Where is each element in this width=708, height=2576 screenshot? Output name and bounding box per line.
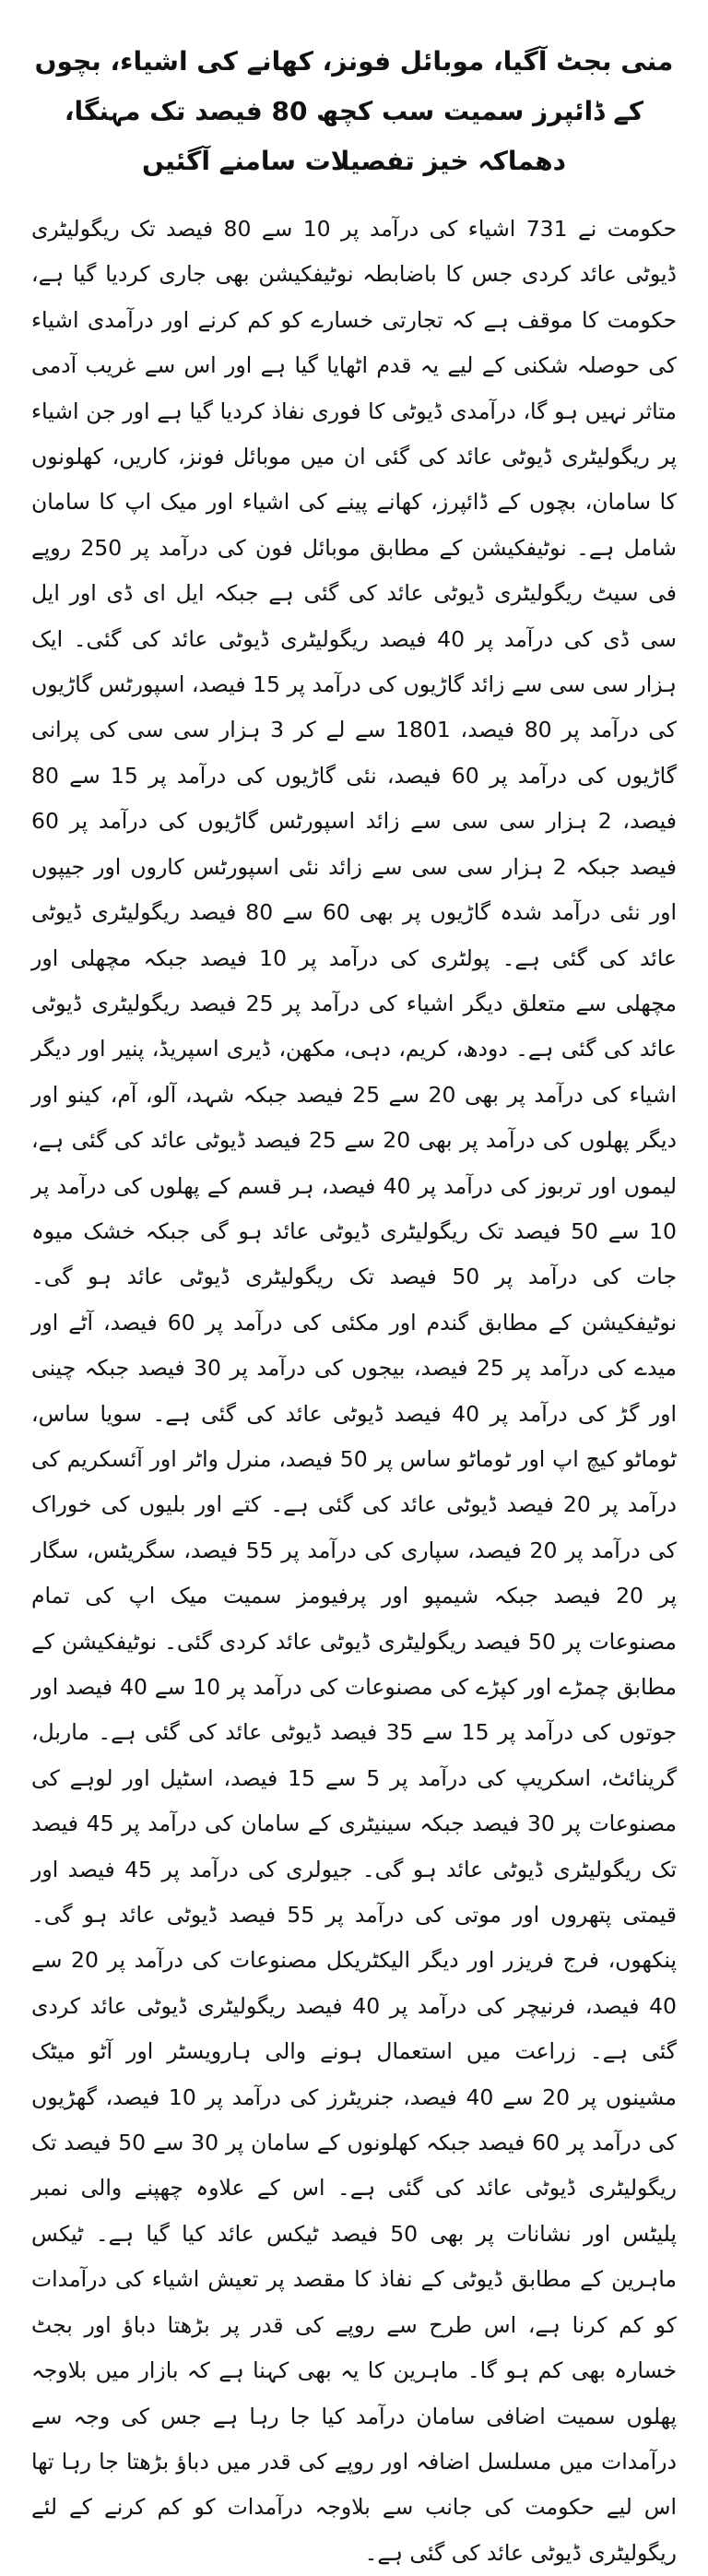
article-body: حکومت نے 731 اشیاء کی درآمد پر 10 سے 80 فیصد تک ریگولیٹری ڈیوٹی عائد کردی جس کا باضابطہ نوٹیفکیشن بھی جاری کردیا گیا ہے، حکومت کا موقف ہے کہ تجارتی خسارے کو کم کرنے اور درآمدی اشیاء کی حوصلہ شکنی کے لیے یہ قدم اٹھایا گیا ہے اور اس سے غریب آدمی متاثر نہیں ہو گا، درآمدی ڈیوٹی کا فوری نفاذ کردیا گیا ہے اور جن اشیاء پر ریگولیٹری ڈیوٹی عائد کی گئی ان میں موبائل فونز، کاریں، کھلونوں کا سامان، بچوں کے ڈائپرز، کھانے پینے کی اشیاء اور میک اپ کا سامان شامل ہے۔ نوٹیفکیشن کے مطابق موبائل فون کی درآمد پر 250 روپے فی سیٹ ریگولیٹری ڈیوٹی عائد کی گئی ہے جبکہ ایل ای ڈی اور ایل سی ڈی کی درآمد پر 40 فیصد ریگولیٹری ڈیوٹی عائد کی گئی۔ ایک ہزار سی سی سے زائد گاڑیوں کی درآمد پر 15 فیصد، اسپورٹس گاڑیوں کی درآمد پر 80 فیصد، 1801 سے لے کر 3 ہزار سی سی کی پرانی گاڑیوں کی درآمد پر 60 فیصد، نئی گاڑیوں کی درآمد پر 15 سے 80 فیصد، 2 ہزار سی سی سے زائد اسپورٹس گاڑیوں کی درآمد پر 60 فیصد جبکہ 2 ہزار سی سی سے زائد نئی اسپورٹس کاروں اور جیپوں اور نئی درآمد شدہ گاڑیوں پر بھی 60 سے 80 فیصد ریگولیٹری ڈیوٹی عائد کی گئی ہے۔ پولٹری کی درآمد پر 10 فیصد جبکہ مچھلی اور مچھلی سے متعلق دیگر اشیاء کی درآمد پر 25 فیصد ریگولیٹری ڈیوٹی عائد کی گئی ہے۔ دودھ، کریم، دہی، مکھن، ڈیری اسپریڈ، پنیر اور دیگر اشیاء کی درآمد پر بھی 20 سے 25 فیصد جبکہ شہد، آلو، آم، کینو اور دیگر پھلوں کی درآمد پر بھی 20 سے 25 فیصد ڈیوٹی عائد کی گئی ہے، لیموں اور تربوز کی درآمد پر 40 فیصد، ہر قسم کے پھلوں کی درآمد پر 10 سے 50 فیصد تک ریگولیٹری ڈیوٹی عائد ہو گی جبکہ خشک میوہ جات کی درآمد پر 50 فیصد تک ریگولیٹری ڈیوٹی عائد ہو گی۔ نوٹیفکیشن کے مطابق گندم اور مکئی کی درآمد پر 60 فیصد، آٹے اور میدے کی درآمد پر 25 فیصد، بیجوں کی درآمد پر 30 فیصد جبکہ چینی اور گڑ کی درآمد پر 40 فیصد ڈیوٹی عائد کی گئی ہے۔ سویا ساس، ٹوماٹو کیچ اپ اور ٹوماٹو ساس پر 50 فیصد، منرل واٹر اور آئسکریم کی درآمد پر 20 فیصد ڈیوٹی عائد کی گئی ہے۔ کتے اور بلیوں کی خوراک کی درآمد پر 20 فیصد، سپاری کی درآمد پر 55 فیصد، سگریٹس، سگار پر 20 فیصد جبکہ شیمپو اور پرفیومز سمیت میک اپ کی تمام مصنوعات پر 50 فیصد ریگولیٹری ڈیوٹی عائد کردی گئی۔ نوٹیفکیشن کے مطابق چمڑے اور کپڑے کی مصنوعات کی درآمد پر 10 سے 40 فیصد اور جوتوں کی درآمد پر 15 سے 35 فیصد ڈیوٹی عائد کی گئی ہے۔ ماربل، گرینائٹ، اسکریپ کی درآمد پر 5 سے 15 فیصد، اسٹیل اور لوہے کی مصنوعات پر 30 فیصد جبکہ سینیٹری کے سامان کی درآمد پر 45 فیصد تک ریگولیٹری ڈیوٹی عائد ہو گی۔ جیولری کی درآمد پر 45 فیصد اور قیمتی پتھروں اور موتی کی درآمد پر 55 فیصد ڈیوٹی عائد ہو گی۔ پنکھوں، فرج فریزر اور دیگر الیکٹریکل مصنوعات کی درآمد پر 20 سے 40 فیصد، فرنیچر کی درآمد پر 40 فیصد ریگولیٹری ڈیوٹی عائد کردی گئی ہے۔ زراعت میں استعمال ہونے والی ہارویسٹر اور آٹو میٹک مشینوں پر 20 سے 40 فیصد، جنریٹرز کی درآمد پر 10 فیصد، گھڑیوں کی درآمد پر 60 فیصد جبکہ کھلونوں کے سامان پر 30 سے 50 فیصد تک ریگولیٹری ڈیوٹی عائد کی گئی ہے۔ اس کے علاوہ چھپنے والی نمبر پلیٹس اور نشانات پر بھی 50 فیصد ٹیکس عائد کیا گیا ہے۔ ٹیکس ماہرین کے مطابق ڈیوٹی کے نفاذ کا مقصد پر تعیش اشیاء کی درآمدات کو کم کرنا ہے، اس طرح سے روپے کی قدر پر بڑھتا دباؤ اور بجٹ خسارہ بھی کم ہو گا۔ ماہرین کا یہ بھی کہنا ہے کہ بازار میں بلاوجہ پھلوں سمیت اضافی سامان درآمد کیا جا رہا ہے جس کی وجہ سے درآمدات میں مسلسل اضافہ اور روپے کی قدر میں دباؤ بڑھتا جا رہا تھا اس لیے حکومت کی جانب سے بلاوجہ درآمدات کو کم کرنے کے لئے ریگولیٹری ڈیوٹی عائد کی گئی ہے۔ [31, 216, 678, 2566]
article-headline: منی بجٹ آگیا، موبائل فونز، کھانے کی اشیاء، بچوں کے ڈائپرز سمیت سب کچھ 80 فیصد تک مہنگا، دھماکہ خیز تفصیلات سامنے آگئیں [34, 46, 674, 176]
